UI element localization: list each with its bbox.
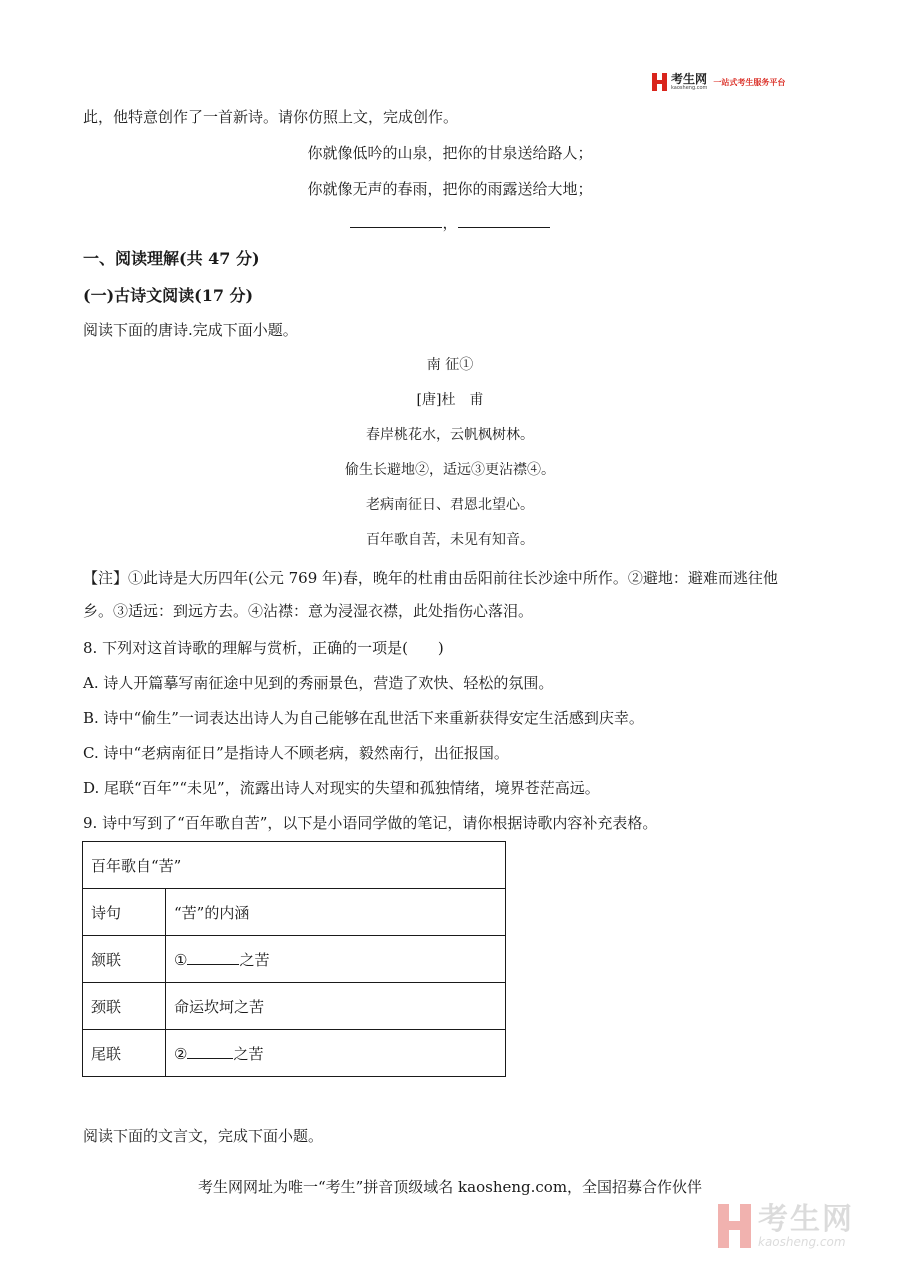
table-cell: 颈联 bbox=[83, 983, 166, 1030]
logo-slogan: 一站式考生服务平台 bbox=[713, 77, 786, 87]
table-row bbox=[83, 983, 506, 1030]
watermark-logo-icon bbox=[718, 1204, 752, 1248]
logo-icon bbox=[652, 73, 668, 91]
watermark bbox=[718, 1204, 854, 1248]
blank-1 bbox=[350, 213, 442, 228]
table-title-row bbox=[83, 842, 506, 889]
section-title: 一、阅读理解(共 47 分) bbox=[83, 249, 260, 268]
table-row bbox=[83, 936, 506, 983]
table-cell: 尾联 bbox=[83, 1030, 166, 1077]
q8-option-d: D. 尾联“百年”“未见”，流露出诗人对现实的失望和孤独情绪，境界苍茫高远。 bbox=[83, 779, 600, 797]
blank-2 bbox=[458, 213, 550, 228]
answer-blank-1[interactable] bbox=[187, 950, 239, 965]
poem-line: 百年歌自苦，未见有知音。 bbox=[366, 532, 534, 548]
table-header-row bbox=[83, 889, 506, 936]
poem-line: 老病南征日、君恩北望心。 bbox=[366, 497, 534, 513]
subsection-title: (一)古诗文阅读(17 分) bbox=[83, 286, 254, 305]
note-line-2: 乡。③适远：到远方去。④沾襟：意为浸湿衣襟，此处指伤心落泪。 bbox=[83, 602, 534, 620]
intro-line: 此，他特意创作了一首新诗。请你仿照上文，完成创作。 bbox=[83, 108, 459, 126]
q8-option-c: C. 诗中“老病南征日”是指诗人不顾老病，毅然南行，出征报国。 bbox=[83, 744, 509, 762]
table-row bbox=[83, 1030, 506, 1077]
logo-name: 考生网 bbox=[671, 72, 708, 86]
instruction-poem: 阅读下面的唐诗.完成下面小题。 bbox=[83, 321, 298, 339]
watermark-domain: kaosheng.com bbox=[758, 1235, 846, 1249]
table-cell: 命运坎坷之苦 bbox=[166, 983, 506, 1030]
q9-stem: 9. 诗中写到了“百年歌自苦”，以下是小语同学做的笔记，请你根据诗歌内容补充表格。 bbox=[83, 814, 658, 832]
table-header-cell: 诗句 bbox=[83, 889, 166, 936]
verse-2: 你就像无声的春雨，把你的雨露送给大地； bbox=[307, 180, 593, 198]
poem-line: 春岸桃花水，云帆枫树林。 bbox=[366, 427, 534, 443]
page-footer: 考生网网址为唯一“考生”拼音顶级域名 kaosheng.com，全国招募合作伙伴 bbox=[197, 1178, 703, 1196]
fill-blank-line bbox=[0, 213, 900, 233]
note-line-1: 【注】①此诗是大历四年(公元 769 年)春，晚年的杜甫由岳阳前往长沙途中所作。②避地：避难而逃往他 bbox=[83, 569, 778, 587]
poem-author: [唐]杜 甫 bbox=[416, 392, 484, 408]
poem-line: 偷生长避地②，适远③更沾襟④。 bbox=[345, 462, 555, 478]
table-header-cell: “苦”的内涵 bbox=[166, 889, 506, 936]
poem-title: 南 征① bbox=[426, 357, 474, 373]
logo-domain: kaosheng.com bbox=[671, 85, 708, 91]
header-logo bbox=[652, 70, 785, 94]
q8-option-b: B. 诗中“偷生”一词表达出诗人为自己能够在乱世活下来重新获得安定生活感到庆幸。 bbox=[83, 709, 644, 727]
table-cell-blank: ② 之苦 bbox=[166, 1030, 506, 1077]
watermark-name: 考生网 bbox=[758, 1202, 854, 1237]
verse-1: 你就像低吟的山泉，把你的甘泉送给路人； bbox=[307, 144, 593, 162]
instruction-classical: 阅读下面的文言文，完成下面小题。 bbox=[83, 1127, 324, 1145]
q8-stem: 8. 下列对这首诗歌的理解与赏析，正确的一项是( ) bbox=[83, 639, 444, 657]
answer-blank-2[interactable] bbox=[187, 1044, 233, 1059]
table-cell-blank: ① 之苦 bbox=[166, 936, 506, 983]
q8-option-a: A. 诗人开篇摹写南征途中见到的秀丽景色，营造了欢快、轻松的氛围。 bbox=[83, 674, 554, 692]
blank-separator: ， bbox=[442, 214, 458, 232]
table-cell: 颔联 bbox=[83, 936, 166, 983]
notes-table bbox=[82, 841, 506, 1077]
table-title: 百年歌自“苦” bbox=[83, 842, 506, 889]
